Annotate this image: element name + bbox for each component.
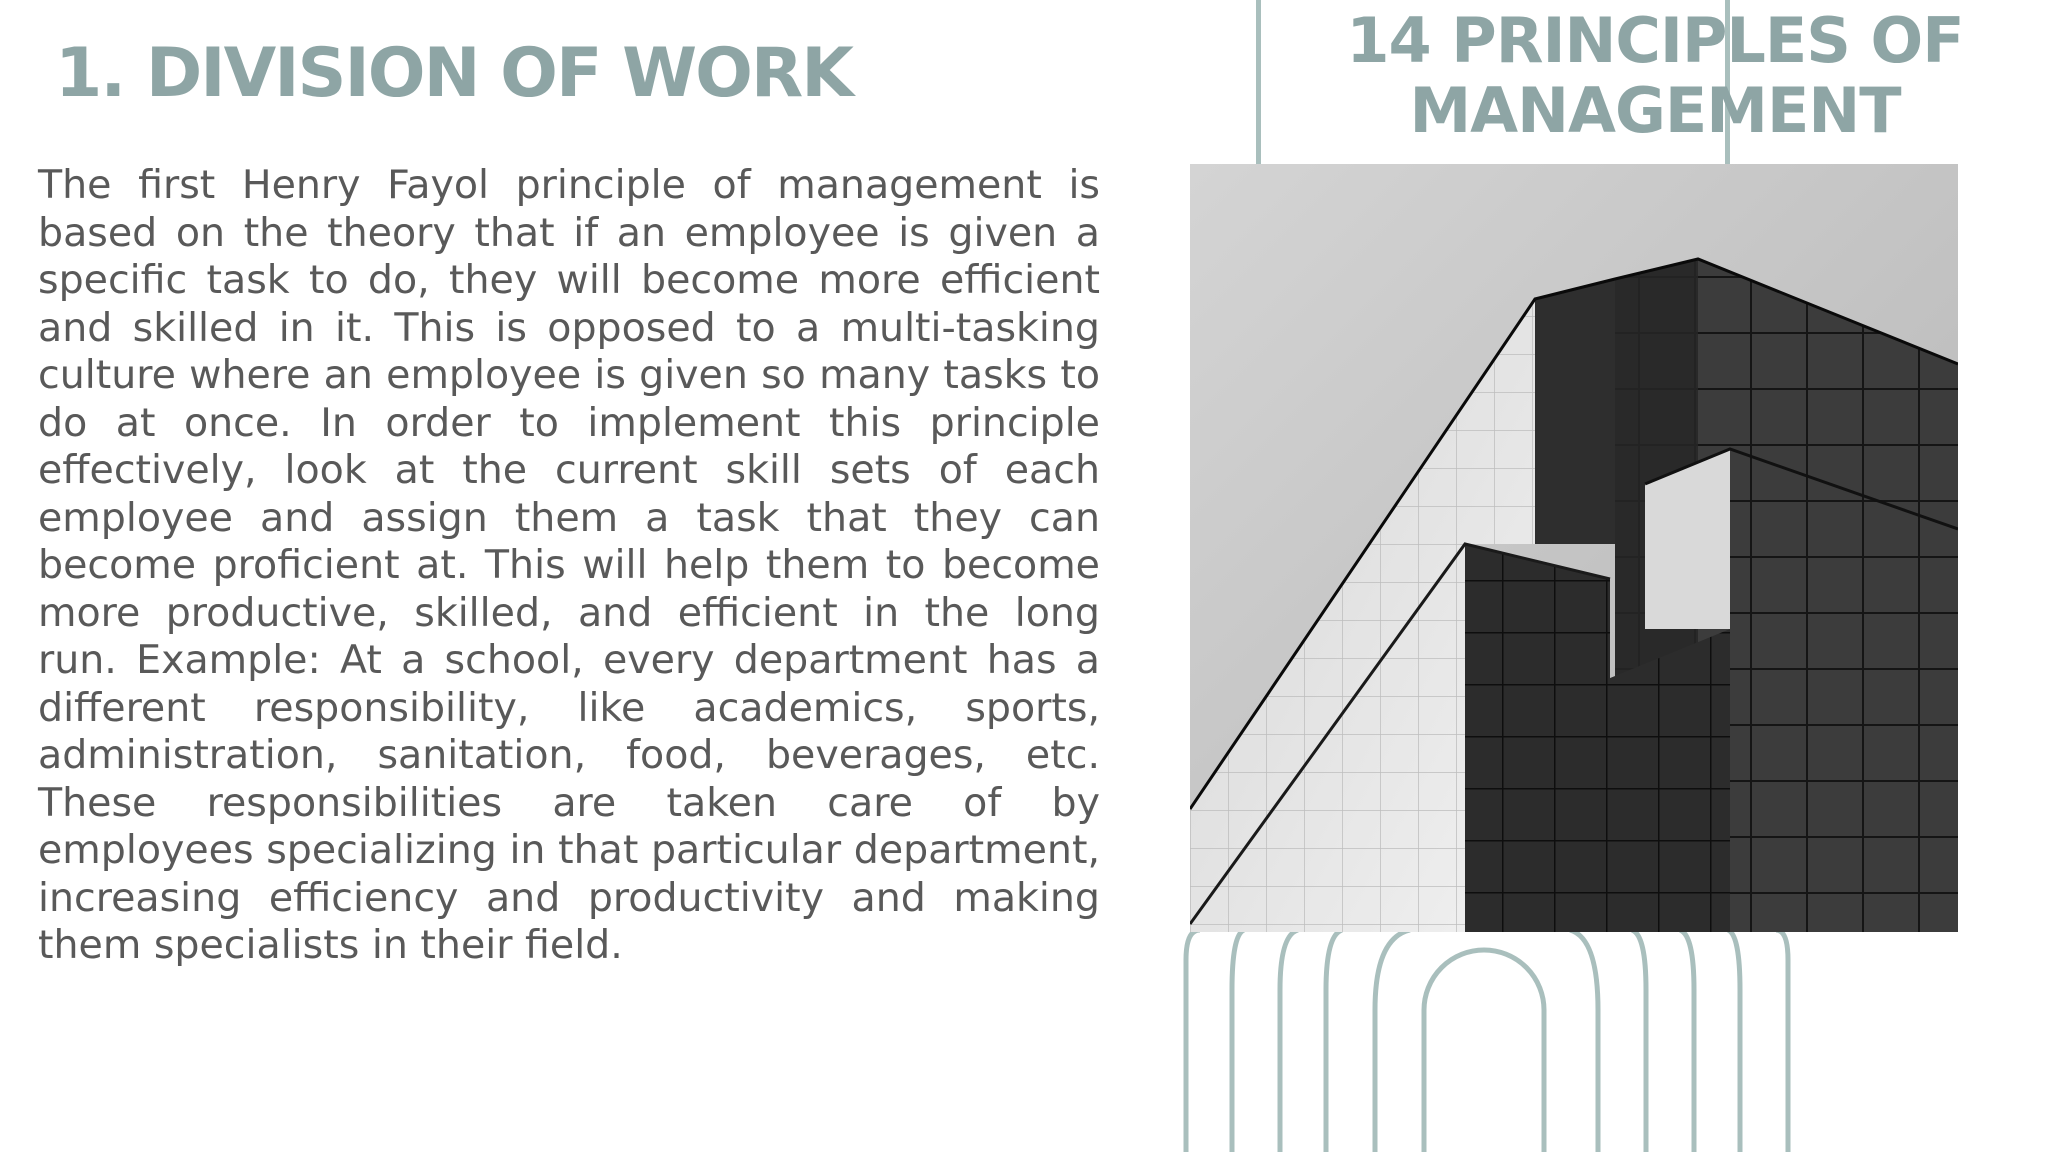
slide-title (1295, 6, 2015, 146)
section-heading: 1. DIVISION OF WORK (55, 34, 852, 113)
body-paragraph: The first Henry Fayol principle of management is based on the theory that if an employee is given a specific task to do, they will become more efficient and skilled in it. This is opposed to a multi-tasking culture where an employee is given so many tasks to do at once. In order to implement this principle effectively, look at the current skill sets of each employee and assign them a task that they can become proficient at. This will help them to become more productive, skilled, and efficient in the long run. Example: At a school, every department has a different responsibility, like academics, sports, administration, sanitation, food, beverages, etc. These responsibilities are taken care of by employees specializing in that particular department, increasing efficiency and productivity and making them specialists in their field. (38, 162, 1100, 968)
title-line-1: 14 PRINCIPLES OF (1346, 4, 1964, 77)
decorative-line-left (1256, 0, 1261, 165)
decorative-arches (1180, 930, 1820, 1152)
title-line-2: MANAGEMENT (1409, 74, 1901, 147)
building-photo (1190, 164, 1958, 932)
